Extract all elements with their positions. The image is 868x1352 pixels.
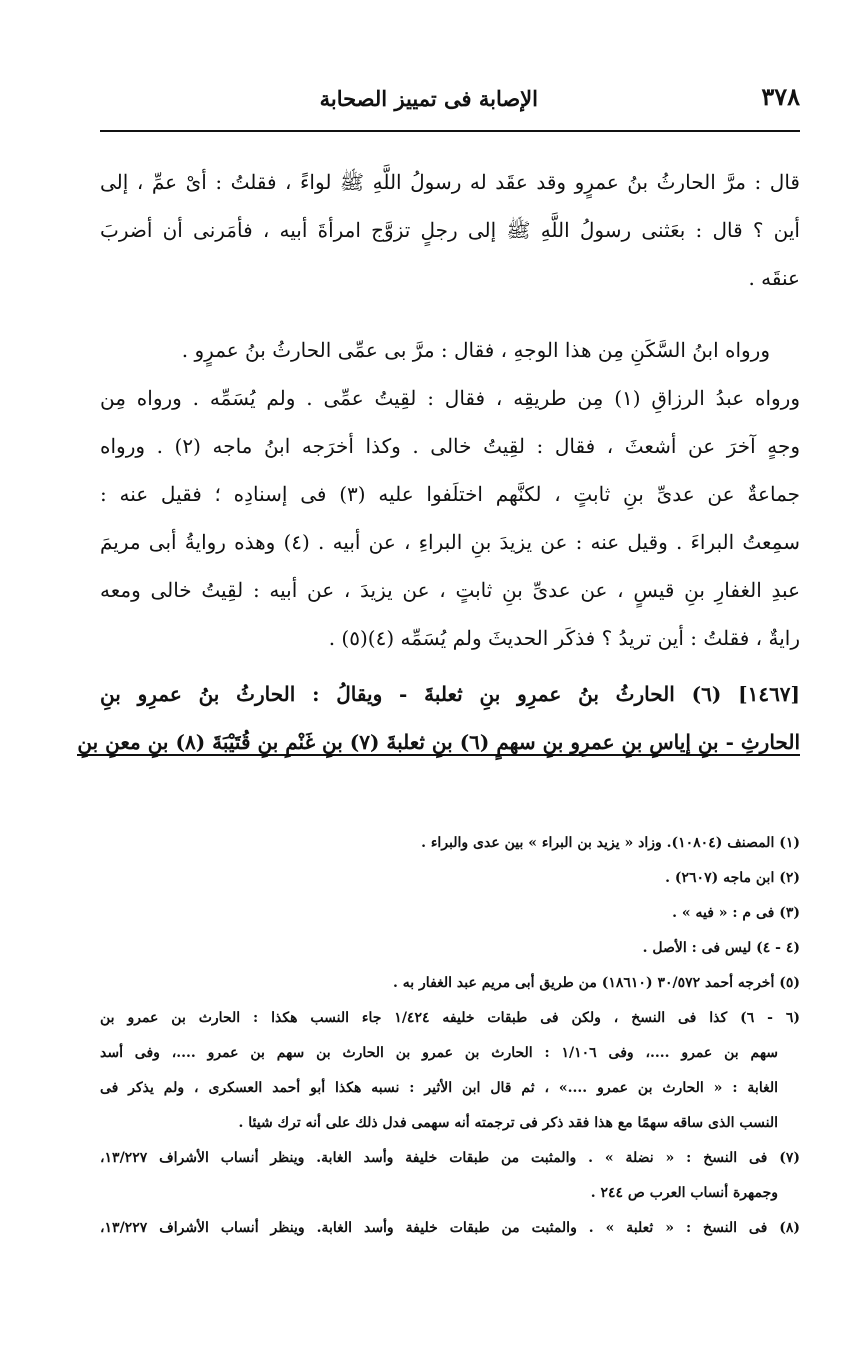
footnote: (٥) أخرجه أحمد ٣٠/٥٧٢ (١٨٦١٠) من طريق أبى مريم عبد الغفار به . [393, 975, 800, 991]
text-line: عبدِ الغفارِ بنِ قيسٍ ، عن عدىِّ بنِ ثابتٍ ، عن يزيدَ ، عن أبيه : لقِيتُ خالى ومعه [100, 578, 800, 602]
page-number: ٣٧٨ [761, 82, 800, 111]
page-header [100, 80, 800, 120]
entry-heading-line: الحارثِ - بنِ إياسِ بنِ عمرِو بنِ سهمٍ (٦) بنِ ثعلبةَ (٧) بنِ غَنْمِ بنِ قُتَيْبَةَ (٨) بنِ معنِ بنِ [77, 730, 800, 754]
footnote: (٣) فى م : « فيه » . [672, 905, 800, 921]
footnote: (١) المصنف (١٠٨٠٤). وزاد « يزيد بن البراء » بين عدى والبراء . [421, 835, 800, 851]
footnote: (٦ - ٦) كذا فى النسخ ، ولكن فى طبقات خليفه ١/٤٢٤ جاء النسب هكذا : الحارث بن عمرو بن [100, 1010, 801, 1026]
text-line: ورواه عبدُ الرزاقِ (١) مِن طريقِه ، فقال : لقِيتُ عمِّى . ولم يُسَمِّه . ورواه مِن [100, 386, 800, 410]
footnote-continuation: وجمهرة أنساب العرب ص ٢٤٤ . [590, 1185, 778, 1201]
text-line: رايةٌ ، فقلتُ : أين تريدُ ؟ فذكَر الحديثَ ولم يُسَمِّه (٤)(٥) . [328, 626, 800, 650]
text-line: جماعةٌ عن عدىِّ بنِ ثابتٍ ، لكنَّهم اختلَفوا عليه (٣) فى إسنادِه ؛ فقيل عنه : [100, 482, 800, 506]
footnote: (٤ - ٤) ليس فى : الأصل . [642, 940, 800, 956]
running-title: الإصابة فى تمييز الصحابة [319, 86, 538, 111]
text-line: قال : مرَّ الحارثُ بنُ عمرٍو وقد عقَد له رسولُ اللَّهِ ﷺ لواءً ، فقلتُ : أىْ عمِّ ، إلى [100, 170, 800, 194]
footnote: (٧) فى النسخ : « نضلة » . والمثبت من طبقات خليفة وأسد الغابة. وينظر أنساب الأشراف ١٣/٢٢٧، [100, 1150, 800, 1166]
entry-heading-line: [١٤٦٧] (٦) الحارثُ بنُ عمرِو بنِ ثعلبةَ - ويقالُ : الحارثُ بنُ عمرِو بنِ [100, 682, 801, 706]
footnotes [100, 826, 800, 1246]
text-line: وجهٍ آخرَ عن أشعثَ ، فقال : لقِيتُ خالى . وكذا أخرَجه ابنُ ماجه (٢) . ورواه [100, 434, 800, 458]
footnote-continuation: النسب الذى ساقه سهمًا مع هذا فقد ذكر فى ترجمته أنه سهمى فدل ذلك على أنه ترك شيئا . [238, 1115, 778, 1131]
text-line: أين ؟ قال : بعَثنى رسولُ اللَّهِ ﷺ إلى رجلٍ تزوَّج امرأةَ أبيه ، فأمَرنى أن أضربَ [100, 218, 800, 242]
header-rule [100, 130, 800, 132]
footnote-continuation: سهم بن عمرو ....، وفى ١/١٠٦ : الحارث بن عمرو بن الحارث بن سهم بن عمرو ....، وفى أسد [100, 1045, 778, 1061]
main-text [77, 158, 801, 766]
text-line: ورواه ابنُ السَّكَنِ مِن هذا الوجهِ ، فقال : مرَّ بى عمِّى الحارثُ بنُ عمرٍو . [181, 338, 770, 362]
footnote-continuation: الغابة : « الحارث بن عمرو ....» ، ثم قال ابن الأثير : نسبه هكذا أبو أحمد العسكرى ، ولم يذكر فى [100, 1080, 778, 1096]
text-line: عنقَه . [748, 266, 800, 290]
footnote: (٨) فى النسخ : « ثعلبة » . والمثبت من طبقات خليفة وأسد الغابة. وينظر أنساب الأشراف ١٣/٢٢٧، [100, 1220, 800, 1236]
text-line: سمِعتُ البراءَ . وقيل عنه : عن يزيدَ بنِ البراءِ ، عن أبيه . (٤) وهذه روايةُ أبى مريمَ [100, 530, 800, 554]
footnote: (٢) ابن ماجه (٢٦٠٧) . [665, 870, 800, 886]
